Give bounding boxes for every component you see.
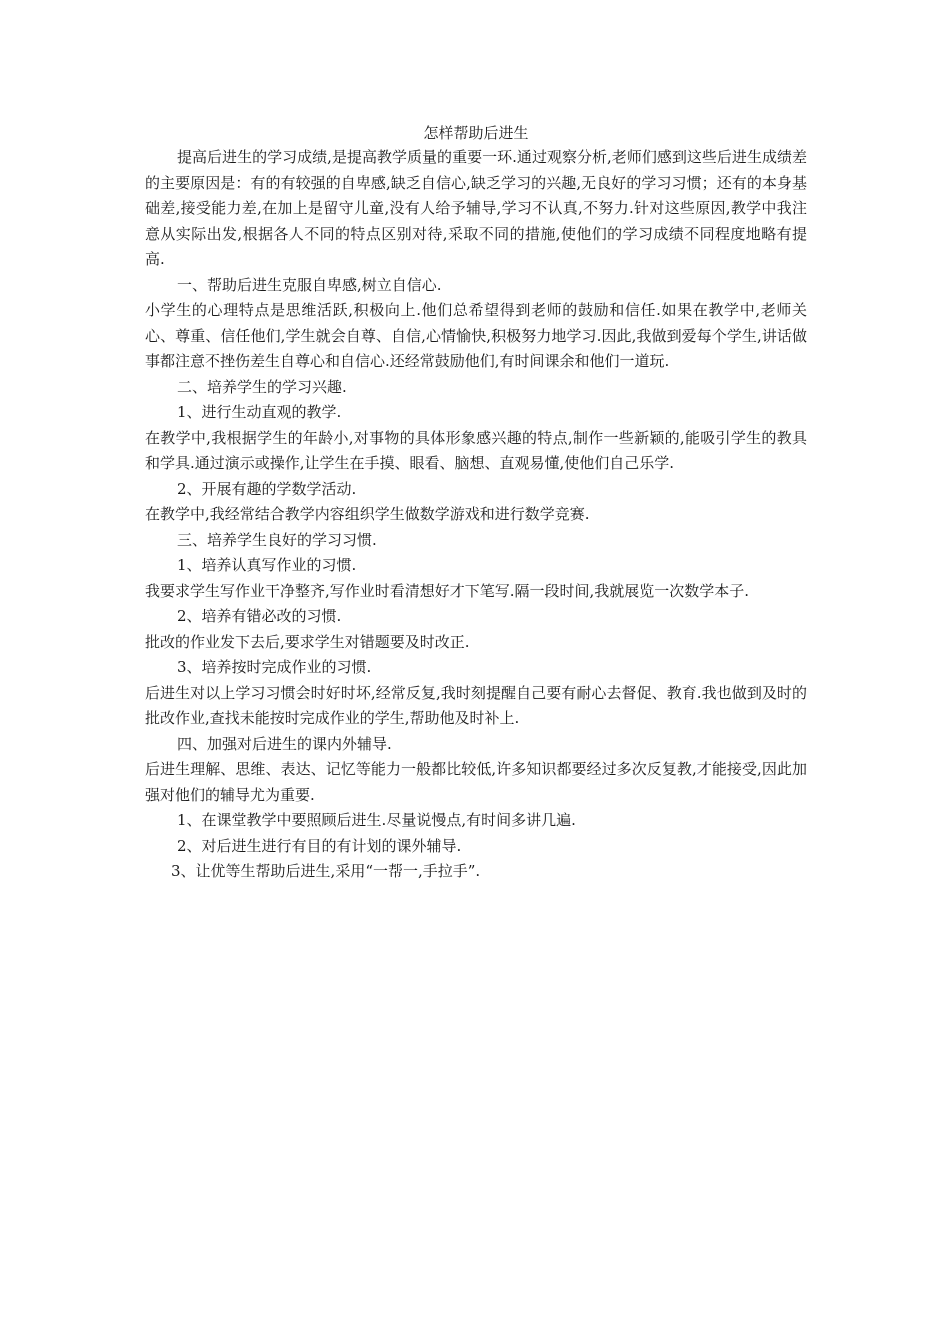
- list-item-4-3: 3、让优等生帮助后进生,采用“一帮一,手拉手”.: [171, 862, 481, 880]
- list-item-4-2: 2、对后进生进行有目的有计划的课外辅导.: [177, 836, 462, 855]
- document-title: 怎样帮助后进生: [423, 124, 529, 142]
- document-body: [145, 145, 807, 885]
- paragraph-1: 小学生的心理特点是思维活跃,积极向上.他们总希望得到老师的鼓励和信任.如果在教学中,老师关心、尊重、信任他们,学生就会自尊、自信,心情愉快,积极努力地学习.因此,我做到爱每个学生,讲话做事都注意不挫伤差生自尊心和自信心.还经常鼓励他们,有时间课余和他们一道玩.: [145, 301, 807, 370]
- subheading-3-3: 3、培养按时完成作业的习惯.: [177, 658, 372, 676]
- subheading-2-1: 1、进行生动直观的教学.: [177, 403, 342, 421]
- paragraph-3-3: 后进生对以上学习习惯会时好时坏,经常反复,我时刻提醒自己要有耐心去督促、教育.我也做到及时的批改作业,查找未能按时完成作业的学生,帮助他及时补上.: [145, 683, 807, 727]
- section-heading-1: 一、帮助后进生克服自卑感,树立自信心.: [177, 275, 442, 294]
- paragraph-2-2: 在教学中,我经常结合教学内容组织学生做数学游戏和进行数学竞赛.: [145, 505, 590, 523]
- document-page: [145, 121, 807, 885]
- section-heading-4: 四、加强对后进生的课内外辅导.: [177, 734, 392, 753]
- paragraph-3-1: 我要求学生写作业干净整齐,写作业时看清想好才下笔写.隔一段时间,我就展览一次数学本子.: [145, 581, 750, 600]
- subheading-3-2: 2、培养有错必改的习惯.: [177, 607, 342, 625]
- paragraph-intro: 提高后进生的学习成绩,是提高教学质量的重要一环.通过观察分析,老师们感到这些后进生成绩差的主要原因是：有的有较强的自卑感,缺乏自信心,缺乏学习的兴趣,无良好的学习习惯；还有的本身基础差,接受能力差,在加上是留守儿童,没有人给予辅导,学习不认真,不努力.针对这些原因,教学中我注意从实际出发,根据各人不同的特点区别对待,采取不同的措施,使他们的学习成绩不同程度地略有提高.: [145, 148, 807, 268]
- section-heading-3: 三、培养学生良好的学习习惯.: [177, 530, 377, 549]
- section-heading-2: 二、培养学生的学习兴趣.: [177, 377, 347, 396]
- subheading-3-1: 1、培养认真写作业的习惯.: [177, 556, 357, 574]
- list-item-4-1: 1、在课堂教学中要照顾后进生.尽量说慢点,有时间多讲几遍.: [177, 811, 576, 829]
- paragraph-2-1: 在教学中,我根据学生的年龄小,对事物的具体形象感兴趣的特点,制作一些新颖的,能吸引学生的教具和学具.通过演示或操作,让学生在手摸、眼看、脑想、直观易懂,使他们自己乐学.: [145, 428, 807, 472]
- subheading-2-2: 2、开展有趣的学数学活动.: [177, 479, 357, 498]
- paragraph-4: 后进生理解、思维、表达、记忆等能力一般都比较低,许多知识都要经过多次反复教,才能接受,因此加强对他们的辅导尤为重要.: [145, 760, 807, 804]
- paragraph-3-2: 批改的作业发下去后,要求学生对错题要及时改正.: [145, 632, 470, 651]
